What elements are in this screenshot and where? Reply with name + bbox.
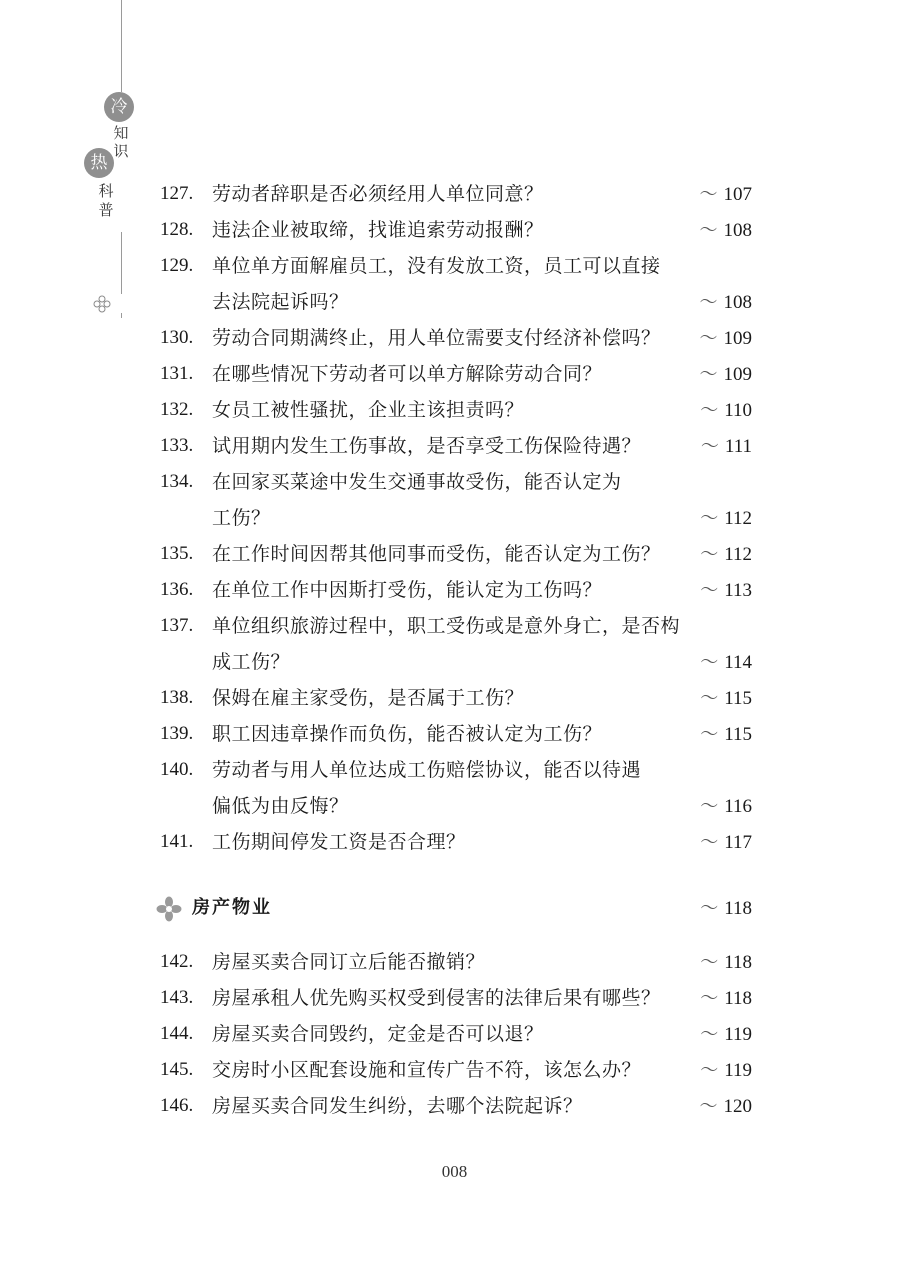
- entry-page: ～ 109: [699, 364, 752, 385]
- toc-entry-142[interactable]: [160, 944, 752, 980]
- entry-title: 保姆在雇主家受伤，是否属于工伤？: [212, 687, 525, 709]
- entry-title: 劳动者辞职是否必须经用人单位同意？: [212, 183, 544, 205]
- entry-number: 135.: [160, 543, 194, 564]
- entry-page: ～ 116: [700, 796, 752, 817]
- toc-entry-138[interactable]: [160, 680, 752, 716]
- toc-entry-129[interactable]: [160, 248, 752, 284]
- toc-entry-141[interactable]: [160, 824, 752, 860]
- seal-hot: 热: [84, 148, 114, 178]
- toc-entry-132[interactable]: [160, 392, 752, 428]
- entry-title: 在工作时间因帮其他同事而受伤，能否认定为工伤？: [212, 543, 661, 565]
- entry-title: 在回家买菜途中发生交通事故受伤，能否认定为: [212, 471, 622, 493]
- entry-title: 劳动者与用人单位达成工伤赔偿协议，能否以待遇: [212, 759, 642, 781]
- entry-number: 143.: [160, 987, 194, 1008]
- entry-number: 129.: [160, 255, 194, 276]
- toc-entry-130[interactable]: [160, 320, 752, 356]
- entry-title-cont: 去法院起诉吗？: [212, 291, 349, 313]
- entry-number: 132.: [160, 399, 194, 420]
- side-rule-top: [121, 0, 122, 92]
- entry-page: ～ 107: [699, 184, 752, 205]
- entry-number: 133.: [160, 435, 194, 456]
- entry-page: ～ 112: [700, 544, 752, 565]
- toc-entry-137-cont[interactable]: [160, 644, 752, 680]
- entry-title-cont: 成工伤？: [212, 651, 291, 673]
- entry-title: 房屋承租人优先购买权受到侵害的法律后果有哪些？: [212, 987, 661, 1009]
- toc-entry-128[interactable]: [160, 212, 752, 248]
- entry-page: ～ 115: [700, 724, 752, 745]
- entry-page: ～ 110: [700, 400, 752, 421]
- entry-page: ～ 109: [699, 328, 752, 349]
- entry-number: 141.: [160, 831, 194, 852]
- entry-number: 136.: [160, 579, 194, 600]
- section-page: ～ 118: [700, 898, 752, 919]
- entry-page: ～ 120: [699, 1096, 752, 1117]
- entry-number: 142.: [160, 951, 194, 972]
- entry-title: 劳动合同期满终止，用人单位需要支付经济补偿吗？: [212, 327, 661, 349]
- entry-number: 137.: [160, 615, 194, 636]
- section-heading-property[interactable]: [156, 890, 752, 926]
- toc-entry-145[interactable]: [160, 1052, 752, 1088]
- entry-title: 房屋买卖合同发生纠纷，去哪个法院起诉？: [212, 1095, 583, 1117]
- entry-page: ～ 119: [700, 1060, 752, 1081]
- toc-entry-134[interactable]: [160, 464, 752, 500]
- entry-page: ～ 113: [700, 580, 752, 601]
- toc-entry-143[interactable]: [160, 980, 752, 1016]
- entry-title-cont: 工伤？: [212, 507, 271, 529]
- toc-entry-140-cont[interactable]: [160, 788, 752, 824]
- entry-number: 130.: [160, 327, 194, 348]
- entry-title: 在哪些情况下劳动者可以单方解除劳动合同？: [212, 363, 603, 385]
- toc-entry-134-cont[interactable]: [160, 500, 752, 536]
- entry-title: 工伤期间停发工资是否合理？: [212, 831, 466, 853]
- entry-number: 146.: [160, 1095, 194, 1116]
- entry-title: 房屋买卖合同毁约，定金是否可以退？: [212, 1023, 544, 1045]
- flower-icon: [156, 896, 182, 922]
- entry-title: 试用期内发生工伤事故，是否享受工伤保险待遇？: [212, 435, 642, 457]
- entry-number: 138.: [160, 687, 194, 708]
- entry-page: ～ 111: [700, 436, 752, 457]
- entry-title: 单位单方面解雇员工，没有发放工资，员工可以直接: [212, 255, 661, 277]
- toc-entry-144[interactable]: [160, 1016, 752, 1052]
- entry-page: ～ 108: [699, 292, 752, 313]
- entry-title: 房屋买卖合同订立后能否撤销？: [212, 951, 486, 973]
- side-rule-tail: [121, 313, 122, 318]
- toc-entry-133[interactable]: [160, 428, 752, 464]
- toc-entry-137[interactable]: [160, 608, 752, 644]
- entry-title-cont: 偏低为由反悔？: [212, 795, 349, 817]
- knot-ornament-icon: [92, 294, 112, 314]
- toc-entry-129-cont[interactable]: [160, 284, 752, 320]
- toc-entry-146[interactable]: [160, 1088, 752, 1124]
- entry-number: 140.: [160, 759, 194, 780]
- entry-title: 在单位工作中因斯打受伤，能认定为工伤吗？: [212, 579, 603, 601]
- entry-page: ～ 115: [700, 688, 752, 709]
- toc-entry-127[interactable]: [160, 176, 752, 212]
- entry-title: 单位组织旅游过程中，职工受伤或是意外身亡，是否构: [212, 615, 681, 637]
- side-char-shi: 识: [113, 142, 129, 160]
- entry-title: 职工因违章操作而负伤，能否被认定为工伤？: [212, 723, 603, 745]
- entry-page: ～ 108: [699, 220, 752, 241]
- entry-number: 127.: [160, 183, 194, 204]
- toc-entry-140[interactable]: [160, 752, 752, 788]
- toc-entry-131[interactable]: [160, 356, 752, 392]
- seal-cold: 冷: [104, 92, 134, 122]
- side-char-ke: 科: [98, 182, 114, 200]
- entry-number: 145.: [160, 1059, 194, 1080]
- entry-number: 139.: [160, 723, 194, 744]
- entry-title: 违法企业被取缔，找谁追索劳动报酬？: [212, 219, 544, 241]
- entry-page: ～ 118: [700, 952, 752, 973]
- side-char-zhi: 知: [113, 124, 129, 142]
- side-char-pu: 普: [98, 201, 114, 219]
- entry-page: ～ 117: [700, 832, 752, 853]
- entry-page: ～ 119: [700, 1024, 752, 1045]
- toc-entry-135[interactable]: [160, 536, 752, 572]
- entry-title: 交房时小区配套设施和宣传广告不符，该怎么办？: [212, 1059, 642, 1081]
- toc-entry-139[interactable]: [160, 716, 752, 752]
- entry-page: ～ 118: [700, 988, 752, 1009]
- side-rule-bottom: [121, 232, 122, 294]
- entry-number: 134.: [160, 471, 194, 492]
- section-title: 房产物业: [192, 897, 272, 918]
- page-number: 008: [441, 1162, 468, 1181]
- toc-entry-136[interactable]: [160, 572, 752, 608]
- entry-page: ～ 114: [700, 652, 752, 673]
- entry-number: 128.: [160, 219, 194, 240]
- entry-page: ～ 112: [700, 508, 752, 529]
- entry-title: 女员工被性骚扰，企业主该担责吗？: [212, 399, 525, 421]
- entry-number: 131.: [160, 363, 194, 384]
- entry-number: 144.: [160, 1023, 194, 1044]
